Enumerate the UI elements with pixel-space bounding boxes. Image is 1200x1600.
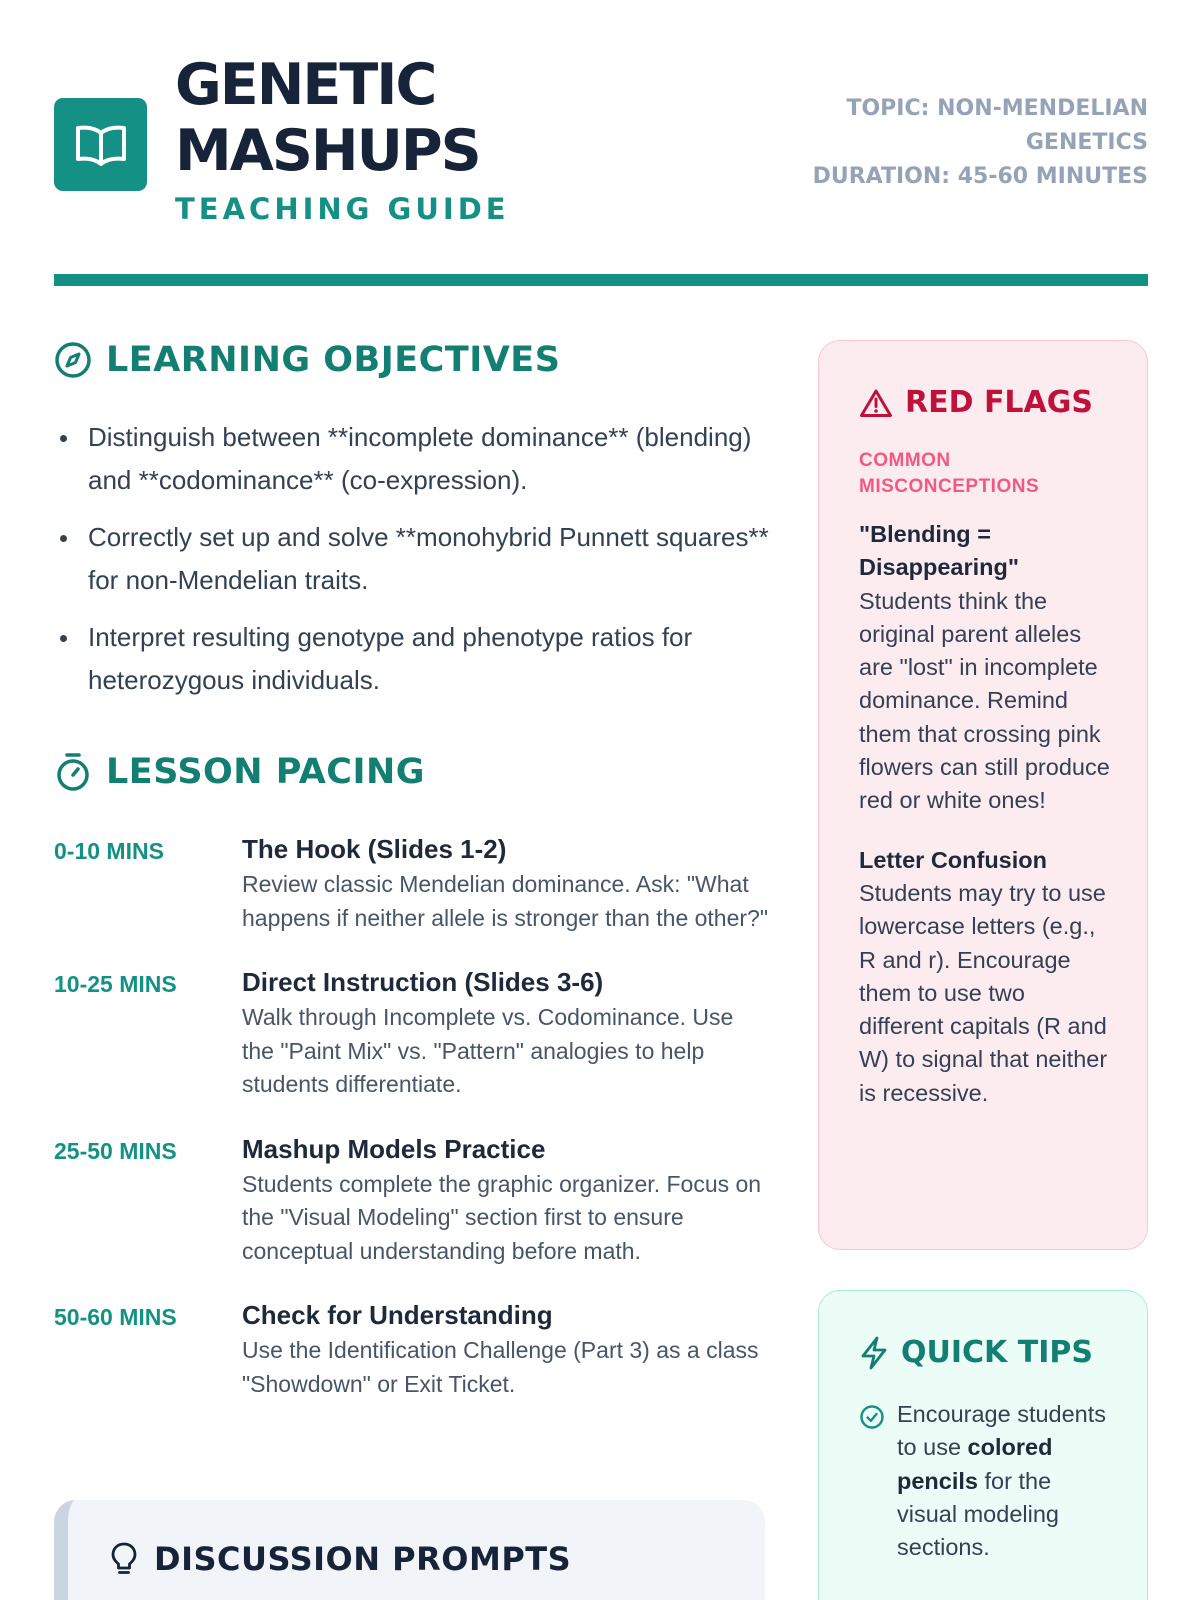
- pacing-time: 0-10 MINS: [54, 838, 164, 864]
- page-title-line-1: GENETIC: [175, 52, 436, 118]
- main-column: [54, 340, 770, 1431]
- pacing-title: LESSON PACING: [106, 752, 426, 792]
- stopwatch-icon: [54, 752, 92, 792]
- open-book-icon: [75, 123, 127, 167]
- lightbulb-icon: [110, 1541, 138, 1577]
- duration: DURATION: 45-60 MINUTES: [812, 164, 1148, 189]
- pacing-step-description: Walk through Incomplete vs. Codominance. Use the "Paint Mix" vs. "Pattern" analogies to help students differentiate.: [242, 1004, 734, 1097]
- header-divider: [54, 274, 1148, 286]
- pacing-row: [54, 965, 770, 1102]
- tip-item: [859, 1398, 1111, 1564]
- pacing-list: [54, 832, 770, 1401]
- pacing-time: 25-50 MINS: [54, 1137, 177, 1164]
- pacing-step-description: Students complete the graphic organizer. Focus on the "Visual Modeling" section first to ensure conceptual understanding before math.: [242, 1170, 762, 1264]
- quick-tips-heading: [859, 1335, 1111, 1370]
- topic-line-1: TOPIC: NON-MENDELIAN: [846, 96, 1148, 121]
- tip-text-emphasis: colored pencils: [897, 1434, 1053, 1494]
- red-flags-title: RED FLAGS: [905, 385, 1093, 420]
- pacing-row: [54, 832, 770, 935]
- pacing-step-description: Review classic Mendelian dominance. Ask: "What happens if neither allele is stronger than the other?": [242, 871, 769, 931]
- misconception-item: [859, 844, 1111, 1110]
- tip-text-end: for the visual modeling sections.: [897, 1467, 1059, 1561]
- pacing-row: [54, 1298, 770, 1401]
- lightning-bolt-icon: [859, 1336, 889, 1370]
- page-subtitle: TEACHING GUIDE: [175, 192, 510, 226]
- pacing-time: 10-25 MINS: [54, 971, 177, 997]
- misconception-text: Students think the original parent alleles are "lost" in incomplete dominance. Remind them that crossing pink flowers can still produce red or white ones!: [859, 587, 1110, 814]
- red-flags-card: [818, 340, 1148, 1250]
- objective-item: Distinguish between **incomplete dominance** (blending) and **codominance** (co-expression).: [54, 416, 770, 502]
- quick-tips-title: QUICK TIPS: [901, 1335, 1093, 1370]
- pacing-step-title: Check for Understanding: [242, 1300, 553, 1330]
- discussion-heading: [110, 1540, 765, 1578]
- lesson-meta: [808, 92, 1148, 194]
- tip-text: [897, 1398, 1111, 1564]
- pacing-time: 50-60 MINS: [54, 1304, 177, 1330]
- pacing-step-title: The Hook (Slides 1-2): [242, 834, 507, 864]
- check-circle-icon: [859, 1404, 885, 1430]
- misconceptions-subheading: COMMON MISCONCEPTIONS: [859, 450, 1040, 497]
- pacing-step-description: Use the Identification Challenge (Part 3) as a class "Showdown" or Exit Ticket.: [242, 1337, 759, 1397]
- pacing-step-title: Mashup Models Practice: [242, 1133, 546, 1164]
- pacing-heading: [54, 752, 770, 792]
- misconception-title: "Blending = Disappearing": [859, 521, 1020, 581]
- discussion-prompts-card: [54, 1500, 765, 1600]
- red-flags-heading: [859, 385, 1111, 420]
- topic-line-2: GENETICS: [1025, 130, 1148, 155]
- pacing-step-title: Direct Instruction (Slides 3-6): [242, 967, 604, 997]
- discussion-title: DISCUSSION PROMPTS: [154, 1540, 572, 1578]
- misconception-text: Students may try to use lowercase letters (e.g., R and r). Encourage them to use two different capitals (R and W) to signal that neither is recessive.: [859, 879, 1108, 1106]
- misconception-item: [859, 518, 1111, 818]
- objectives-title: LEARNING OBJECTIVES: [106, 340, 561, 380]
- tip-text-start: Encourage students to use: [897, 1401, 1107, 1461]
- quick-tips-card: [818, 1290, 1148, 1600]
- misconception-title: Letter Confusion: [859, 846, 1047, 873]
- objective-item: Interpret resulting genotype and phenotype ratios for heterozygous individuals.: [54, 616, 770, 702]
- compass-icon: [54, 341, 92, 379]
- objectives-list: [54, 416, 770, 702]
- page-title-line-2: MASHUPS: [175, 118, 480, 184]
- objective-item: Correctly set up and solve **monohybrid Punnett squares** for non-Mendelian traits.: [54, 516, 770, 602]
- header: [54, 52, 1148, 232]
- pacing-row: [54, 1132, 770, 1269]
- warning-triangle-icon: [859, 388, 893, 418]
- logo-badge: [54, 98, 147, 191]
- objectives-heading: [54, 340, 770, 380]
